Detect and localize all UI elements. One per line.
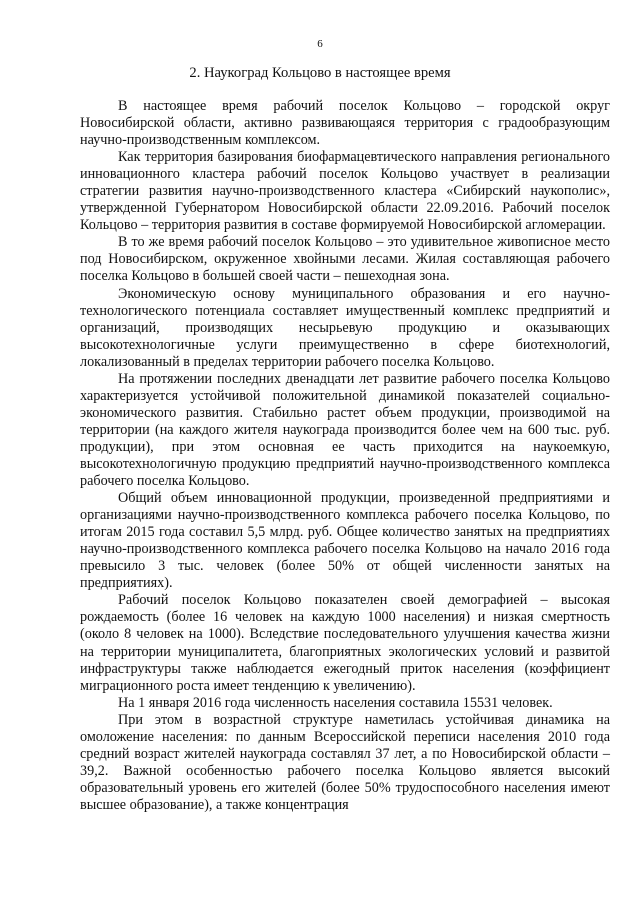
body-text [80,98,610,814]
paragraph: В настоящее время рабочий поселок Кольцово – городской округ Новосибирской области, активно развивающаяся территория с градообразующим научно-производственным комплексом. [80,98,610,149]
paragraph: На 1 января 2016 года численность населения составила 15531 человек. [118,694,553,711]
paragraph: Общий объем инновационной продукции, произведенной предприятиями и организациями научно-производственного комплекса рабочего поселка Кольцово, по итогам 2015 года составил 5,5 млрд. руб. Общее количество занятых на предприятиях научно-производственного комплекса рабочего поселка Кольцово на начало 2016 года превысило 3 тыс. человек (более 50% от общей численности занятых на предприятиях). [80,490,610,592]
paragraph: На протяжении последних двенадцати лет развитие рабочего поселка Кольцово характеризуется устойчивой положительной динамикой показателей социально-экономического развития. Стабильно растет объем продукции, производимой на территории (на каждого жителя наукограда производится более чем на 600 тыс. руб. продукции), при этом основная ее часть приходится на наукоемкую, высокотехнологичную продукцию предприятий научно-производственного комплекса рабочего поселка Кольцово. [80,370,610,490]
page-number: 6 [317,38,323,50]
paragraph: В то же время рабочий поселок Кольцово – это удивительное живописное место под Новосибирском, окруженное хвойными лесами. Жилая составляющая рабочего поселка Кольцово в большей своей части – пешеходная зона. [80,234,610,285]
paragraph: Рабочий поселок Кольцово показателен своей демографией – высокая рождаемость (более 16 человек на каждую 1000 населения) и низкая смертность (около 8 человек на 1000). Вследствие последовательного улучшения качества жизни на территории муниципалитета, благоприятных экологических условий и развитой инфраструктуры также наблюдается ежегодный приток населения (коэффициент миграционного роста имеет тенденцию к увеличению). [80,592,610,694]
paragraph: Как территория базирования биофармацевтического направления регионального инновационного кластера рабочий поселок Кольцово участвует в реализации стратегии развития научно-производственного кластера «Сибирский наукополис», утвержденной Губернатором Новосибирской области 22.09.2016. Рабочий поселок Кольцово – территория развития в составе формируемой Новосибирской агломерации. [80,149,610,234]
paragraph: При этом в возрастной структуре наметилась устойчивая динамика на омоложение населения: по данным Всероссийской переписи населения 2010 года средний возраст жителей наукограда составлял 37 лет, а по Новосибирской области – 39,2. Важной особенностью рабочего поселка Кольцово является высокий образовательный уровень его жителей (более 50% трудоспособного населения имеют высшее образование), а также концентрация [80,711,610,813]
paragraph: Экономическую основу муниципального образования и его научно-технологического потенциала составляет имущественный комплекс предприятий и организаций, производящих несырьевую продукцию и оказывающих высокотехнологичные услуги преимущественно в сфере биотехнологий, локализованный в пределах территории рабочего поселка Кольцово. [80,285,610,370]
section-heading: 2. Наукоград Кольцово в настоящее время [189,65,451,81]
